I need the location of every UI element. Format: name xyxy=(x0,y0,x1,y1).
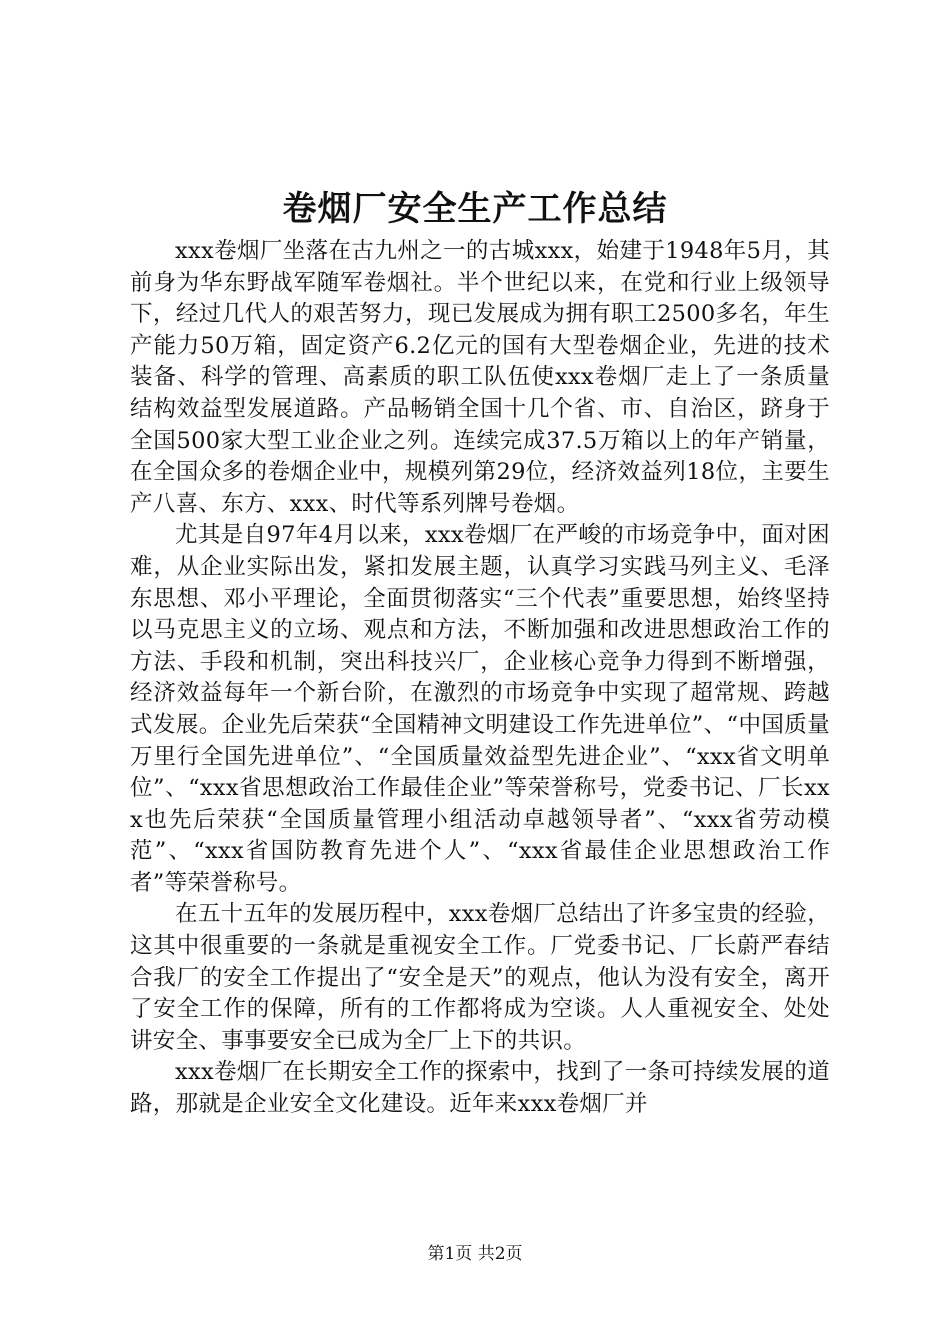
document-body xyxy=(130,236,830,1121)
document-title: 卷烟厂安全生产工作总结 xyxy=(282,189,668,229)
paragraph-3: 在五十五年的发展历程中，xxx卷烟厂总结出了许多宝贵的经验，这其中很重要的一条就是重视安全工作。厂党委书记、厂长蔚严春结合我厂的安全工作提出了“安全是天”的观点，他认为没有安全，离开了安全工作的保障，所有的工作都将成为空谈。人人重视安全、处处讲安全、事事要安全已成为全厂上下的共识。 xyxy=(130,901,830,1054)
page-number-footer: 第1页 共2页 xyxy=(427,1244,523,1264)
paragraph-1: xxx卷烟厂坐落在古九州之一的古城xxx，始建于1948年5月，其前身为华东野战军随军卷烟社。半个世纪以来，在党和行业上级领导下，经过几代人的艰苦努力，现已发展成为拥有职工2500多名，年生产能力50万箱，固定资产6.2亿元的国有大型卷烟企业，先进的技术装备、科学的管理、高素质的职工队伍使xxx卷烟厂走上了一条质量结构效益型发展道路。产品畅销全国十几个省、市、自治区，跻身于全国500家大型工业企业之列。连续完成37.5万箱以上的年产销量，在全国众多的卷烟企业中，规模列第29位，经济效益列18位，主要生产八喜、东方、xxx、时代等系列牌号卷烟。 xyxy=(130,238,830,517)
paragraph-4: xxx卷烟厂在长期安全工作的探索中，找到了一条可持续发展的道路，那就是企业安全文化建设。近年来xxx卷烟厂并 xyxy=(130,1059,830,1118)
paragraph-2: 尤其是自97年4月以来，xxx卷烟厂在严峻的市场竞争中，面对困难，从企业实际出发，紧扣发展主题，认真学习实践马列主义、毛泽东思想、邓小平理论，全面贯彻落实“三个代表”重要思想，始终坚持以马克思主义的立场、观点和方法，不断加强和改进思想政治工作的方法、手段和机制，突出科技兴厂，企业核心竞争力得到不断增强，经济效益每年一个新台阶，在激烈的市场竞争中实现了超常规、跨越式发展。企业先后荣获“全国精神文明建设工作先进单位”、“中国质量万里行全国先进单位”、“全国质量效益型先进企业”、“xxx省文明单位”、“xxx省思想政治工作最佳企业”等荣誉称号，党委书记、厂长xxx也先后荣获“全国质量管理小组活动卓越领导者”、“xxx省劳动模范”、“xxx省国防教育先进个人”、“xxx省最佳企业思想政治工作者”等荣誉称号。 xyxy=(130,522,830,896)
